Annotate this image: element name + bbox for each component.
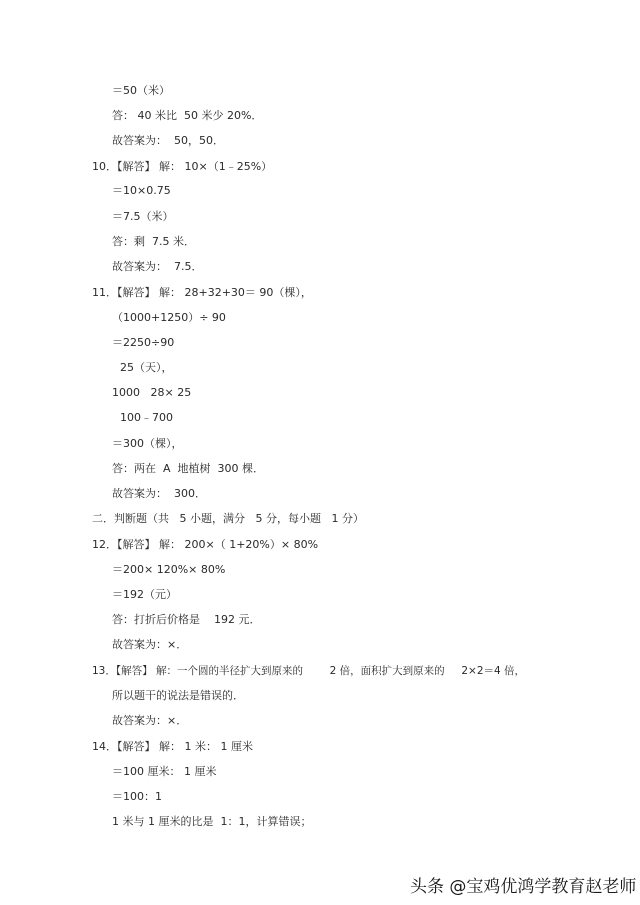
text-line: 1000 28× 25: [112, 386, 192, 399]
text-line: 答： 40 米比 50 米少 20%．: [112, 109, 263, 122]
text-line: 故答案为： 50，50．: [112, 134, 224, 147]
text-line: 13．【解答】 解：一个圆的半径扩大到原来的 2 倍，面积扩大到原来的 2×2＝4 倍，: [92, 665, 526, 677]
text-line: 答：打折后价格是 192 元．: [112, 613, 261, 626]
text-line: 所以题干的说法是错误的．: [112, 689, 244, 702]
watermark: 头条 @宝鸡优鸿学教育赵老师: [410, 877, 637, 897]
text-line: 故答案为：×．: [112, 638, 188, 651]
text-line: ＝2250÷90: [112, 336, 175, 349]
text-line: ＝100 厘米： 1 厘米: [112, 765, 217, 778]
text-line: 故答案为： 7.5．: [112, 260, 203, 273]
text-line: （1000+1250）÷ 90: [112, 311, 226, 324]
text-line: ＝200× 120%× 80%: [112, 563, 226, 576]
text-line: ＝50（米）: [112, 84, 170, 97]
text-line: 故答案为： 300．: [112, 487, 206, 500]
text-line: 答：两在 A 地植树 300 棵．: [112, 462, 264, 475]
text-line: 10．【解答】 解： 10×（1﹣25%）: [92, 160, 273, 173]
text-line: 14．【解答】 解： 1 米： 1 厘米: [92, 740, 253, 753]
text-line: ＝100：1: [112, 790, 162, 803]
text-line: ＝192（元）: [112, 588, 177, 601]
text-line: 答：剩 7.5 米．: [112, 235, 195, 248]
text-line: ＝10×0.75: [112, 184, 171, 197]
text-line: 12．【解答】 解： 200×（ 1+20%）× 80%: [92, 538, 319, 551]
text-line: 100﹣700: [120, 411, 173, 424]
section-heading: 二．判断题（共 5 小题，满分 5 分，每小题 1 分）: [92, 512, 364, 525]
text-line: ＝300（棵），: [112, 437, 183, 450]
text-line: 25（天），: [120, 361, 173, 374]
text-line: 1 米与 1 厘米的比是 1：1，计算错误；: [112, 815, 312, 828]
text-line: 11．【解答】 解： 28+32+30＝ 90（棵），: [92, 286, 312, 299]
text-line: 故答案为：×．: [112, 714, 188, 727]
text-line: ＝7.5（米）: [112, 210, 174, 223]
